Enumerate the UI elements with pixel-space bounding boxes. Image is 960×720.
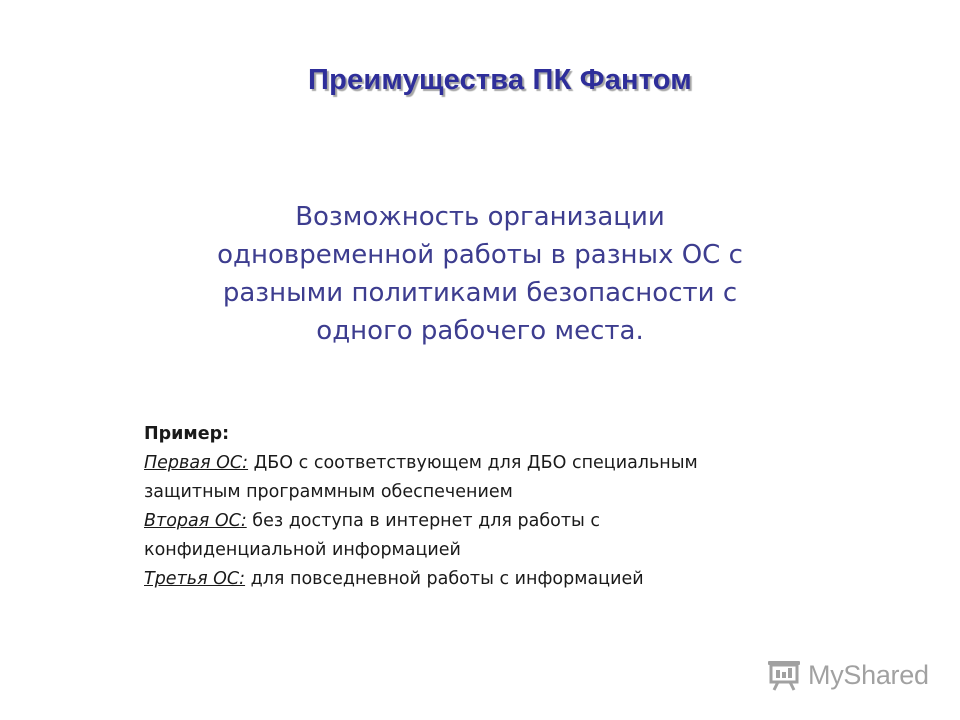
second-os-label: Вторая ОС: [144, 511, 247, 531]
second-os-row-continued: конфиденциальной информацией [144, 540, 461, 560]
first-os-row-continued: защитным программным обеспечением [144, 482, 513, 502]
projector-screen-icon [766, 658, 802, 692]
example-block [144, 420, 784, 594]
third-os-row [144, 565, 784, 594]
watermark-text: MyShared [808, 659, 929, 690]
first-os-label: Первая ОС: [144, 453, 249, 473]
example-heading: Пример: [144, 424, 230, 444]
first-os-text: ДБО с соответствующем для ДБО специальным [248, 453, 698, 473]
main-statement [160, 198, 800, 350]
watermark-logo [766, 655, 929, 695]
main-statement-line: одного рабочего места. [316, 316, 644, 346]
main-statement-line: Возможность организации [295, 202, 665, 232]
main-statement-line: одновременной работы в разных ОС с [217, 240, 743, 270]
second-os-text: без доступа в интернет для работы с [246, 511, 601, 531]
slide-title: Преимущества ПК Фантом [308, 64, 692, 96]
third-os-label: Третья ОС: [144, 569, 246, 589]
main-statement-line: разными политиками безопасности с [222, 278, 738, 308]
second-os-row [144, 507, 784, 536]
first-os-row [144, 449, 784, 478]
third-os-text: для повседневной работы с информацией [245, 569, 644, 589]
